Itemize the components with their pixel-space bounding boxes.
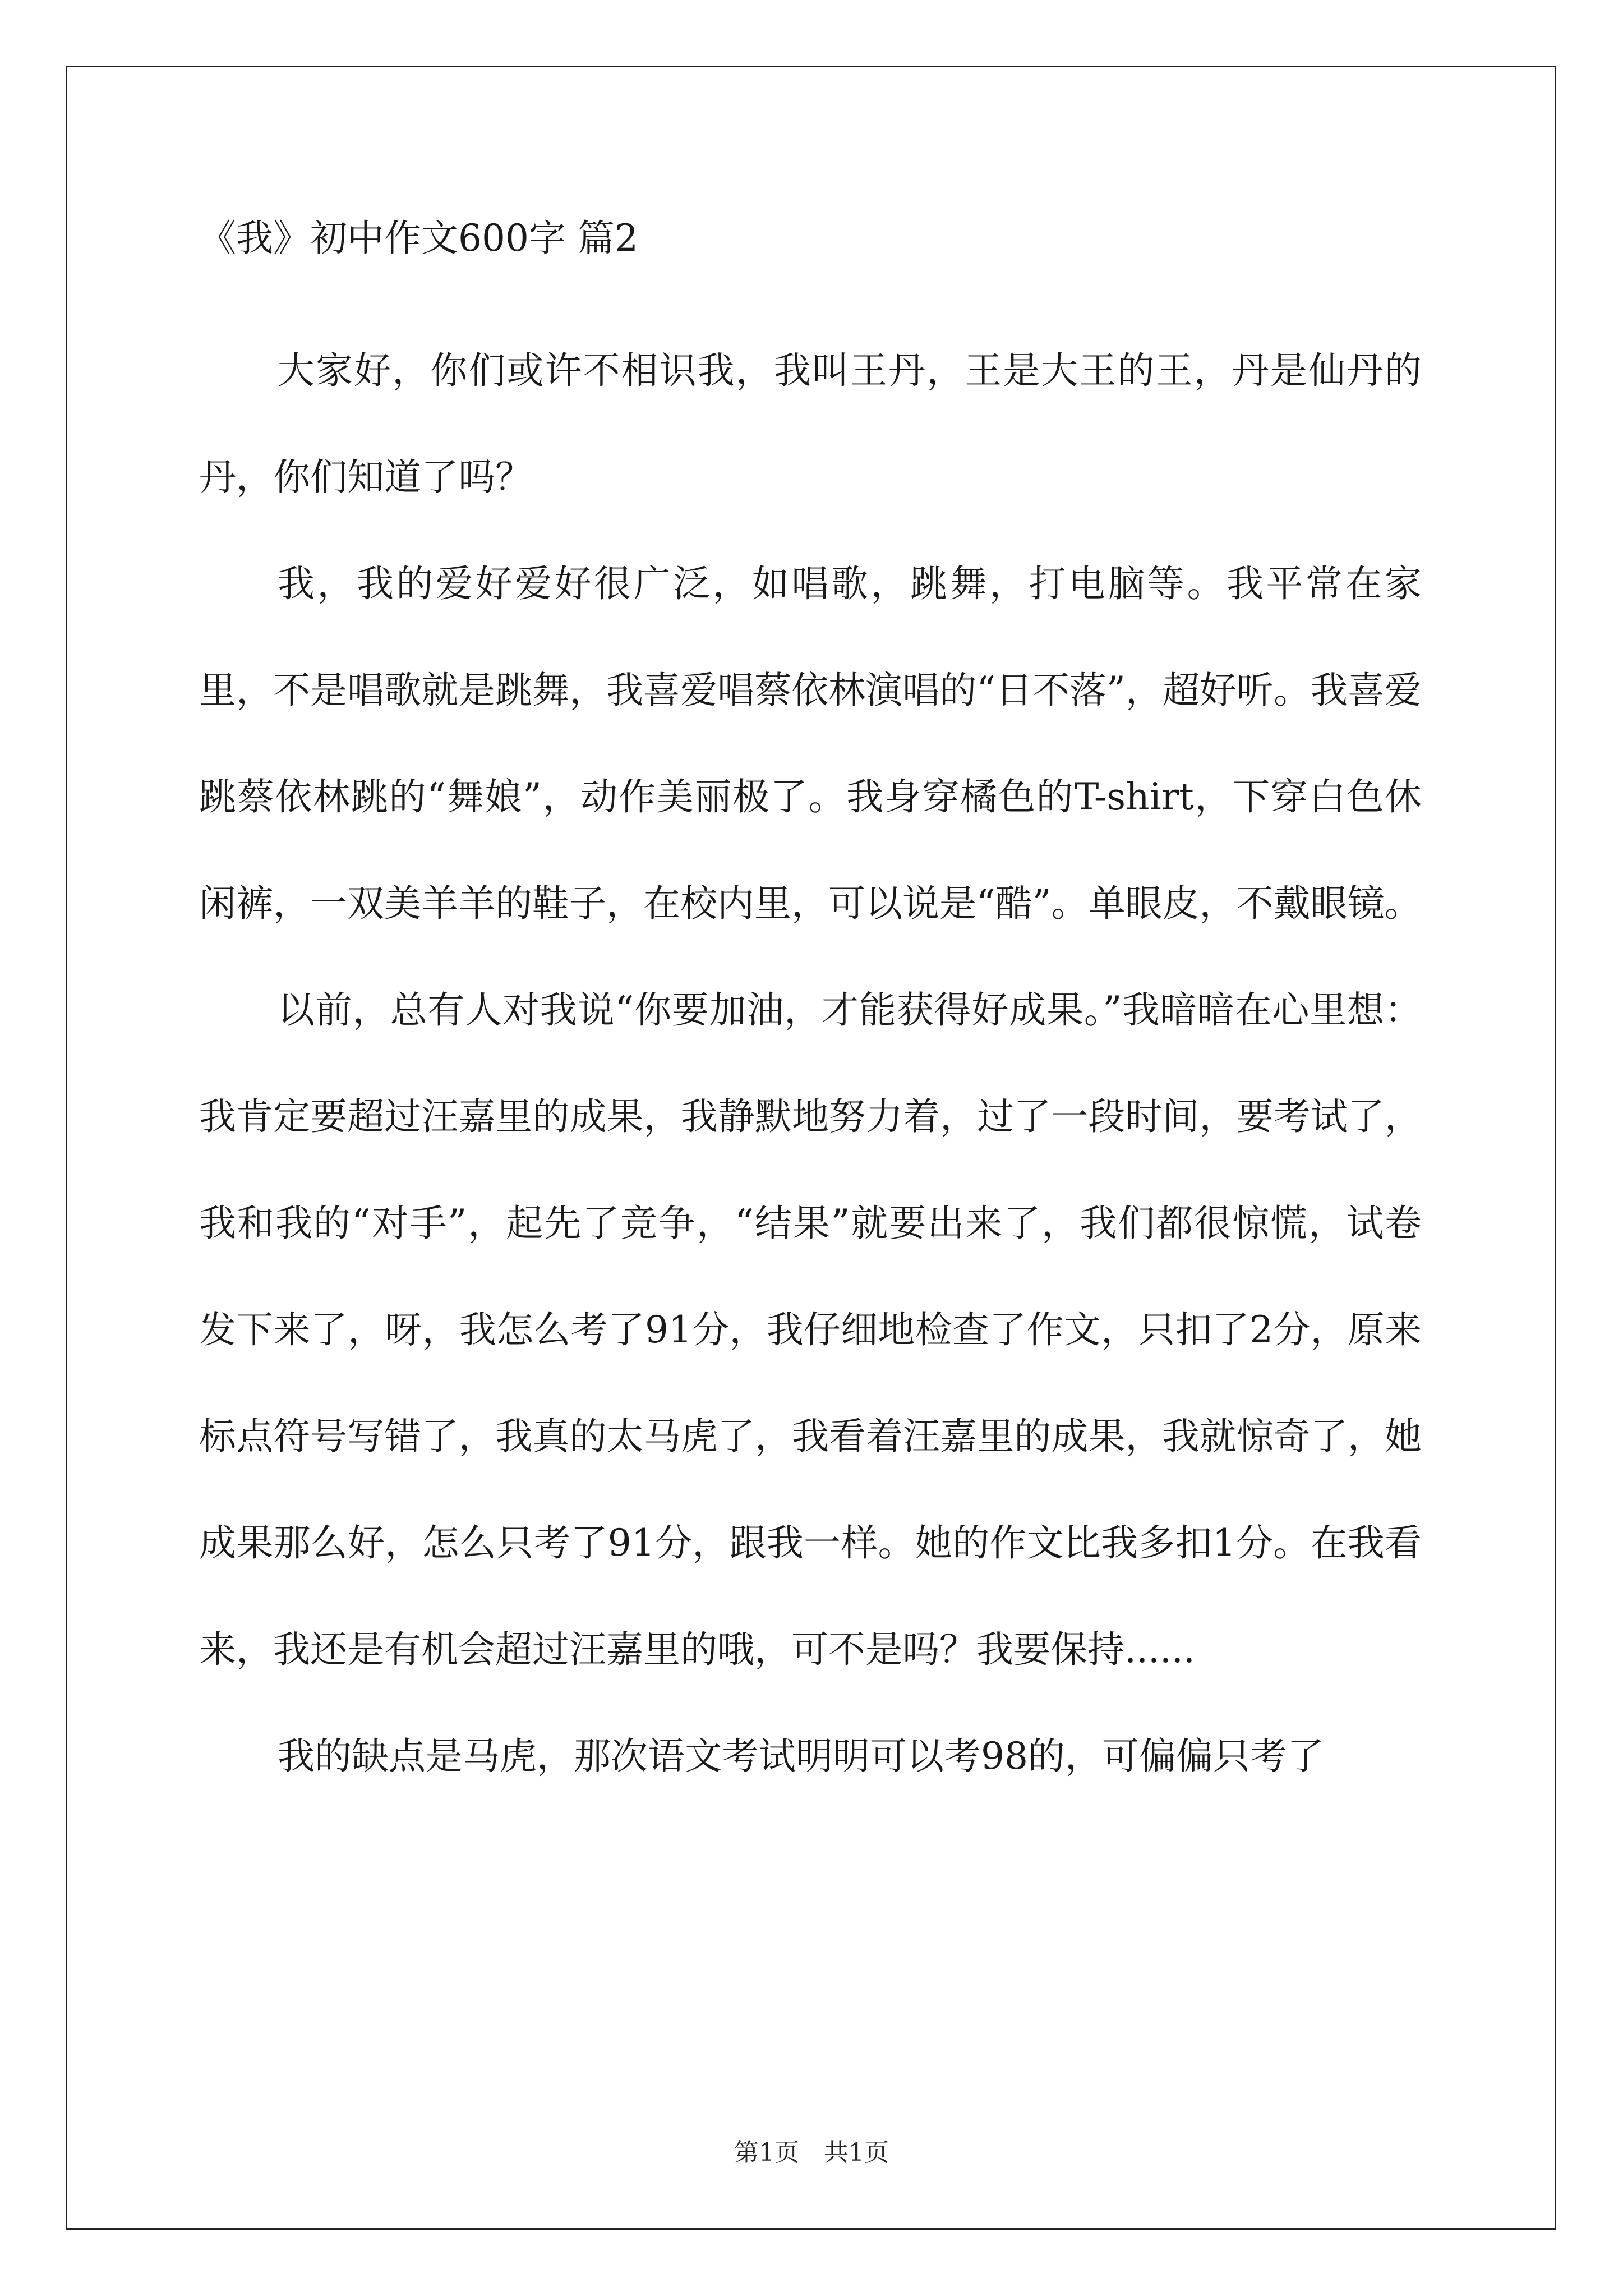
page-footer: 第1页 共1页 (734, 2138, 889, 2167)
paragraph-2: 我，我的爱好爱好很广泛，如唱歌，跳舞，打电脑等。我平常在家里，不是唱歌就是跳舞，我喜爱唱蔡依林演唱的“日不落”，超好听。我喜爱跳蔡依林跳的“舞娘”，动作美丽极了。我身穿橘色的T-shirt，下穿白色休闲裤，一双美羊羊的鞋子，在校内里，可以说是“酷”。单眼皮，不戴眼镜。 (199, 562, 1422, 925)
document-body (199, 213, 1422, 1810)
document-title: 《我》初中作文600字 篇2 (199, 217, 638, 260)
paragraph-1: 大家好，你们或许不相识我，我叫王丹，王是大王的王，丹是仙丹的丹，你们知道了吗？ (199, 349, 1422, 499)
paragraph-3: 以前，总有人对我说“你要加油，才能获得好成果。”我暗暗在心里想：我肯定要超过汪嘉里的成果，我静默地努力着，过了一段时间，要考试了，我和我的“对手”，起先了竞争，“结果”就要出来了，我们都很惊慌，试卷发下来了，呀，我怎么考了91分，我仔细地检查了作文，只扣了2分，原来标点符号写错了，我真的太马虎了，我看着汪嘉里的成果，我就惊奇了，她成果那么好，怎么只考了91分，跟我一样。她的作文比我多扣1分。在我看来，我还是有机会超过汪嘉里的哦，可不是吗？我要保持...... (199, 988, 1422, 1671)
paragraph-4: 我的缺点是马虎，那次语文考试明明可以考98的，可偏偏只考了 (278, 1734, 1324, 1778)
